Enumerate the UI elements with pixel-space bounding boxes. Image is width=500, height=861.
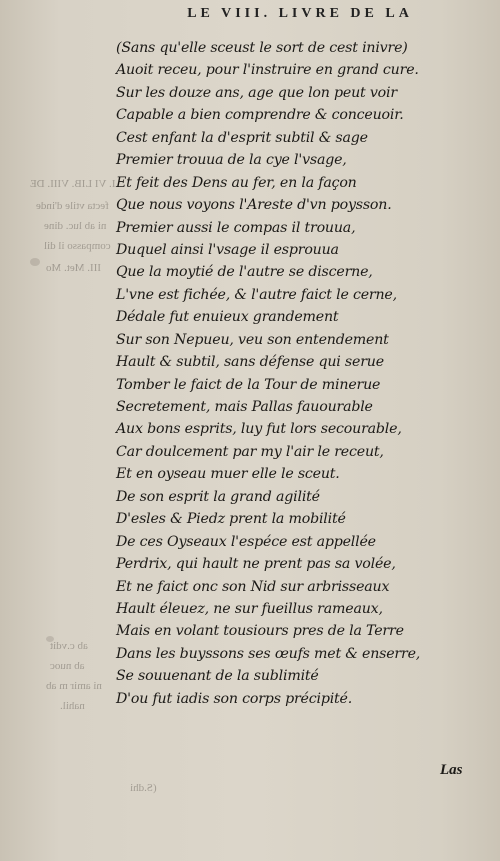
verse-line: (Sans qu'elle sceust le sort de cest inivre): [116, 40, 408, 56]
verse-line: Perdrix, qui hault ne prent pas sa volée,: [116, 556, 396, 573]
verse-line: Que la moytié de l'autre se discerne,: [116, 264, 373, 281]
verse-line: Dans les buyssons ses œufs met & enserre,: [116, 645, 421, 662]
verse-line: Que nous voyons l'Areste d'vn poysson.: [116, 197, 392, 214]
ink-smudge: [30, 258, 40, 266]
verse-line: Premier aussi le compas il trouua,: [116, 219, 356, 236]
bleed-through-text: compasso il dil: [44, 240, 111, 252]
bleed-through-text: ab nuoc: [50, 660, 85, 672]
running-title: LE VIII. LIVRE DE LA: [187, 6, 413, 21]
verse-line: L'vne est fichée, & l'autre faict le cerne,: [116, 286, 397, 303]
bleed-through-text: (S.dhi: [130, 782, 157, 794]
verse-line: Se souuenant de la sublimité: [116, 668, 319, 685]
verse-line: D'esles & Piedz prent la mobilité: [116, 511, 346, 528]
verse-line: Aux bons esprits, luy fut lors secourable,: [116, 421, 402, 438]
catchword: Las: [440, 762, 463, 778]
verse-line: Tomber le faict de la Tour de minerue: [116, 376, 381, 393]
bleed-through-text: ni ab luc. dine: [44, 220, 107, 232]
verse-line: Cest enfant la d'esprit subtil & sage: [116, 129, 368, 146]
bleed-through-text: I. VI LIB. VIII. DE: [30, 178, 116, 190]
bleed-through-text: ab c.vdit: [50, 640, 88, 652]
bleed-through-text: nahil.: [60, 700, 85, 712]
bleed-through-text: III. Met. Mo: [46, 262, 101, 274]
verse-line: Hault éleuez, ne sur fueillus rameaux,: [116, 600, 383, 617]
verse-line: Dédale fut enuieux grandement: [116, 309, 339, 326]
verse-block: [116, 37, 456, 710]
verse-line: Hault & subtil, sans défense qui serue: [116, 354, 384, 371]
verse-line: D'ou fut iadis son corps précipité.: [116, 690, 353, 707]
verse-line: Sur les douze ans, age que lon peut voir: [116, 84, 397, 101]
verse-line: Sur son Nepueu, veu son entendement: [116, 331, 389, 348]
verse-line: De ces Oyseaux l'espéce est appellée: [116, 533, 376, 550]
verse-line: Secretement, mais Pallas fauourable: [116, 399, 373, 415]
verse-line: De son esprit la grand agilité: [116, 488, 320, 505]
ink-smudge: [46, 636, 54, 642]
verse-line: Car doulcement par my l'air le receut,: [116, 443, 384, 460]
verse-line: Et feit des Dens au fer, en la façon: [116, 174, 357, 191]
bleed-through-text: ni amir m ab: [46, 680, 102, 692]
verse-line: Duquel ainsi l'vsage il esprouua: [116, 241, 339, 258]
bleed-through-text: fecta vtile d'inde: [36, 200, 109, 212]
verse-line: Et en oyseau muer elle le sceut.: [116, 466, 340, 483]
verse-line: Mais en volant tousiours pres de la Terre: [116, 623, 404, 640]
verse-line: Premier trouua de la cye l'vsage,: [116, 152, 347, 169]
verse-line: Et ne faict onc son Nid sur arbrisseaux: [116, 578, 390, 595]
verse-line: Capable a bien comprendre & conceuoir.: [116, 107, 404, 124]
verse-line: Auoit receu, pour l'instruire en grand cure.: [116, 62, 419, 79]
